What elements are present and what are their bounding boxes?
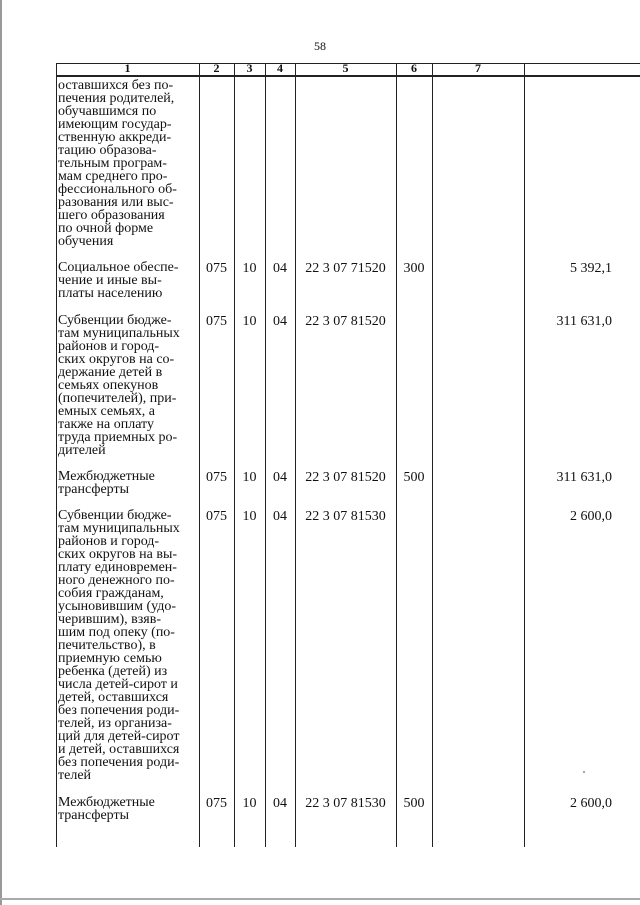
row-name: Межбюджетные трансферты — [58, 795, 155, 823]
cell-col-7: 311 631,0 — [556, 314, 612, 329]
row-name: Межбюджетные трансферты — [58, 469, 155, 497]
header-col-2: 2 — [213, 61, 220, 75]
row-name: Социальное обеспе- чение и иные вы- платы населению — [58, 260, 179, 301]
cell-col-7: 2 600,0 — [570, 509, 612, 524]
column-divider — [265, 63, 266, 847]
column-divider — [56, 63, 57, 847]
cell-col-6: 500 — [403, 470, 425, 485]
scan-edge-bottom — [0, 898, 640, 900]
cell-col-4: 04 — [273, 314, 287, 329]
column-divider — [432, 63, 433, 847]
cell-col-7: 311 631,0 — [556, 470, 612, 485]
column-divider — [199, 63, 200, 847]
cell-col-3: 10 — [242, 796, 257, 811]
cell-col-4: 04 — [273, 796, 287, 811]
page-number: 58 — [314, 39, 326, 53]
header-col-4: 4 — [277, 61, 283, 75]
row-name: оставшихся без по- печения родителей, обучавшимся по имеющим государ- ственную аккреди- тацию образова- тельным програм- мам среднего про- фессионального об- разования или выс- шего образования по очной форме обучения — [58, 78, 177, 249]
cell-col-5: 22 3 07 81530 — [305, 509, 386, 524]
column-divider — [234, 63, 235, 847]
cell-col-5: 22 3 07 81520 — [305, 314, 386, 329]
header-col-1: 1 — [124, 61, 131, 75]
column-divider — [396, 63, 397, 847]
cell-col-6: 300 — [403, 261, 425, 276]
cell-col-4: 04 — [273, 470, 287, 485]
scan-edge-left — [0, 0, 2, 905]
cell-col-4: 04 — [273, 509, 287, 524]
cell-col-5: 22 3 07 81520 — [305, 470, 386, 485]
scan-speck — [583, 771, 585, 773]
cell-col-2: 075 — [206, 261, 227, 276]
header-col-7: 7 — [475, 61, 481, 75]
cell-col-2: 075 — [206, 796, 227, 811]
cell-col-2: 075 — [206, 470, 227, 485]
cell-col-3: 10 — [242, 509, 257, 524]
cell-col-4: 04 — [273, 261, 287, 276]
cell-col-5: 22 3 07 81530 — [305, 796, 386, 811]
cell-col-7: 2 600,0 — [570, 796, 612, 811]
cell-col-3: 10 — [242, 470, 257, 485]
column-divider — [295, 63, 296, 847]
cell-col-2: 075 — [206, 509, 227, 524]
row-name: Субвенции бюдже- там муниципальных районов и город- ских округов на вы- плату единовремен- ного денежного по- собия гражданам, усыновившим (удо- черившим), взяв- шим под опеку (по- печительство), в приемную семью ребенка (детей) из числа детей-сирот и детей, оставшихся без попечения роди- телей, из организа- ций для детей-сирот и детей, оставшихся без попечения роди- телей — [58, 508, 180, 783]
header-col-6: 6 — [411, 61, 417, 75]
header-col-5: 5 — [342, 61, 349, 75]
cell-col-3: 10 — [242, 261, 257, 276]
cell-col-6: 500 — [403, 796, 425, 811]
cell-col-3: 10 — [242, 314, 257, 329]
header-col-3: 3 — [246, 61, 253, 75]
cell-col-5: 22 3 07 71520 — [305, 261, 386, 276]
row-name: Субвенции бюдже- там муниципальных районов и город- ских округов на со- держание детей в семьях опекунов (попечителей), при- емных семьях, а также на оплату труда приемных ро- дителей — [58, 313, 180, 458]
header-bottom-border — [56, 75, 640, 77]
cell-col-7: 5 392,1 — [570, 261, 612, 276]
column-divider — [524, 63, 525, 847]
cell-col-2: 075 — [206, 314, 227, 329]
